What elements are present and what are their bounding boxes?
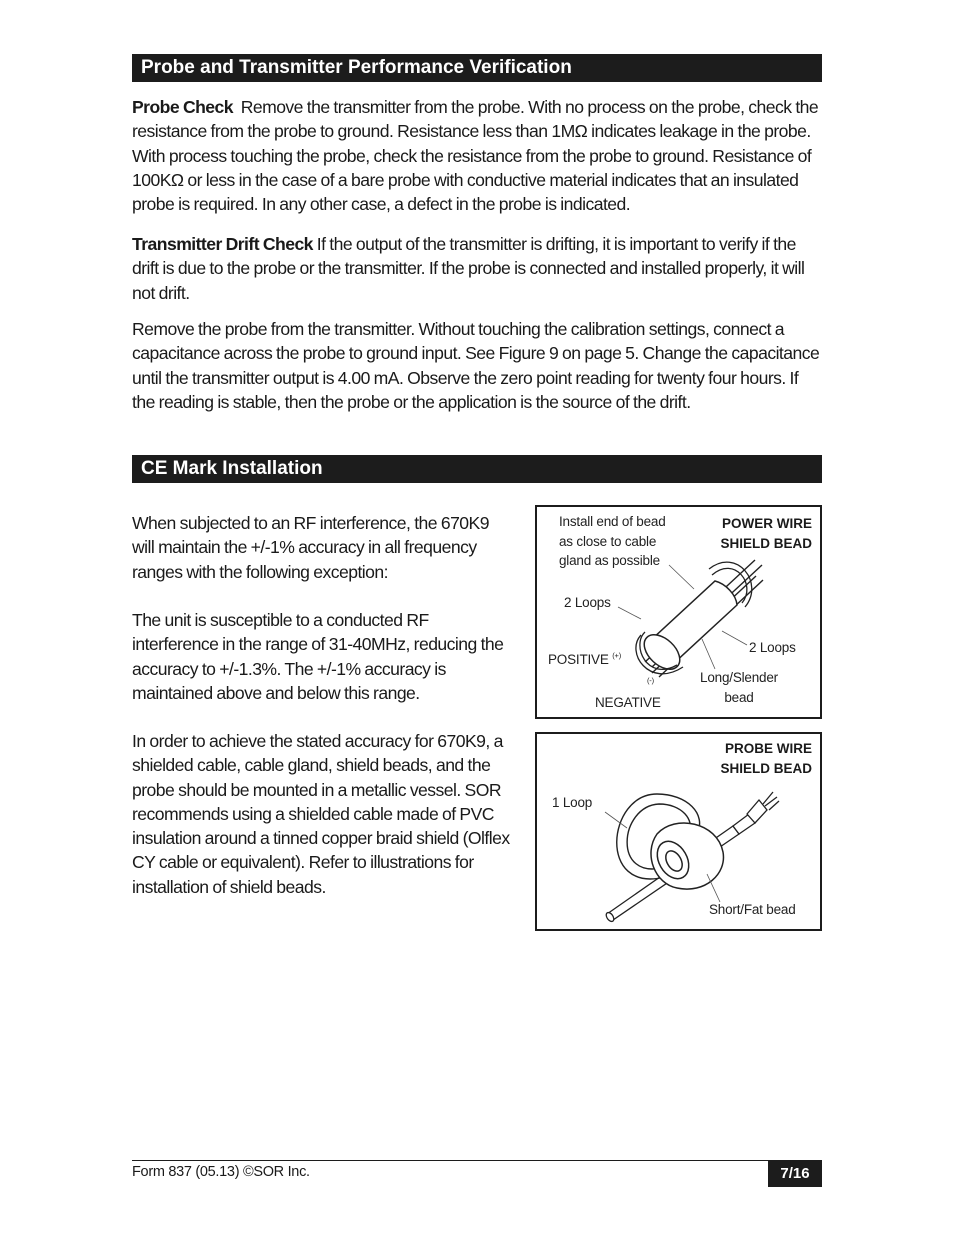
section-title: CE Mark Installation [141,458,323,479]
probe-check-paragraph [132,95,822,216]
probe-wire-figure [535,732,822,931]
negative-label: NEGATIVE [595,695,661,710]
power-wire-title: POWER WIRE SHIELD BEAD [720,516,812,551]
drift-check-paragraph [132,232,822,305]
drift-check-label: Transmitter Drift Check [132,234,313,254]
ce-paragraph-2: The unit is susceptible to a conducted RF interference in the range of 31-40MHz, reducing the accuracy to +/-1.3%. The +/-1% accuracy is maintained above and below this range. [132,610,504,703]
positive-label: POSITIVE (+) [548,651,622,667]
power-wire-figure [535,505,822,719]
page-number: 7/16 [768,1160,822,1187]
one-loop-label: 1 Loop [552,795,593,810]
probe-check-label: Probe Check [132,97,234,117]
install-note: Install end of bead as close to cable gland as possible [559,514,666,568]
section-header-verification [132,54,822,82]
drift-procedure-paragraph: Remove the probe from the transmitter. Without touching the calibration settings, connect a capacitance across the probe to ground input. See Figure 9 on page 5. Change the capacitance until the transmitter output is 4.00 mA. Observe the zero point reading for twenty four hours. If the reading is stable, then the probe or the application is the source of the drift. [132,319,820,412]
negative-sign: (-) [647,676,654,685]
fat-bead [651,823,724,889]
ce-paragraph-1: When subjected to an RF interference, the 670K9 will maintain the +/-1% accuracy in all frequency ranges with the following exception: [132,513,489,582]
section-header-ce-mark [132,455,822,483]
probe-wire-title: PROBE WIRE SHIELD BEAD [720,741,812,776]
ce-paragraph-3: In order to achieve the stated accuracy for 670K9, a shielded cable, cable gland, shield beads, and the probe should be mounted in a metallic vessel. SOR recommends using a shielded cable made of PVC insulation around a tinned copper braid shield (Olflex CY cable or equivalent). Refer to illustrations for installation of shield beads. [132,731,510,897]
footer-rule [132,1160,822,1161]
footer-form: Form 837 (05.13) ©SOR Inc. [132,1164,310,1180]
loops-right-label: 2 Loops [749,640,796,655]
section-title: Probe and Transmitter Performance Verification [141,57,572,78]
probe-check-text: Remove the transmitter from the probe. With no process on the probe, check the resistance from the probe to ground. Resistance less than 1MΩ indicates leakage in the probe. With process touching the probe, check the resistance from the probe to ground. Resistance of 100KΩ or less in the case of a bare probe with conductive material indicates that an insulated probe is required. In any other case, a defect in the probe is indicated. [132,97,819,215]
long-bead-label: Long/Slender bead [700,670,778,705]
fat-bead-label: Short/Fat bead [709,902,796,917]
loops-left-label: 2 Loops [564,595,611,610]
long-bead [638,581,737,676]
drift-check-text: If the output of the transmitter is drifting, it is important to verify if the drift is due to the probe or the transmitter. If the probe is connected and installed properly, it will not drift. [132,234,805,303]
